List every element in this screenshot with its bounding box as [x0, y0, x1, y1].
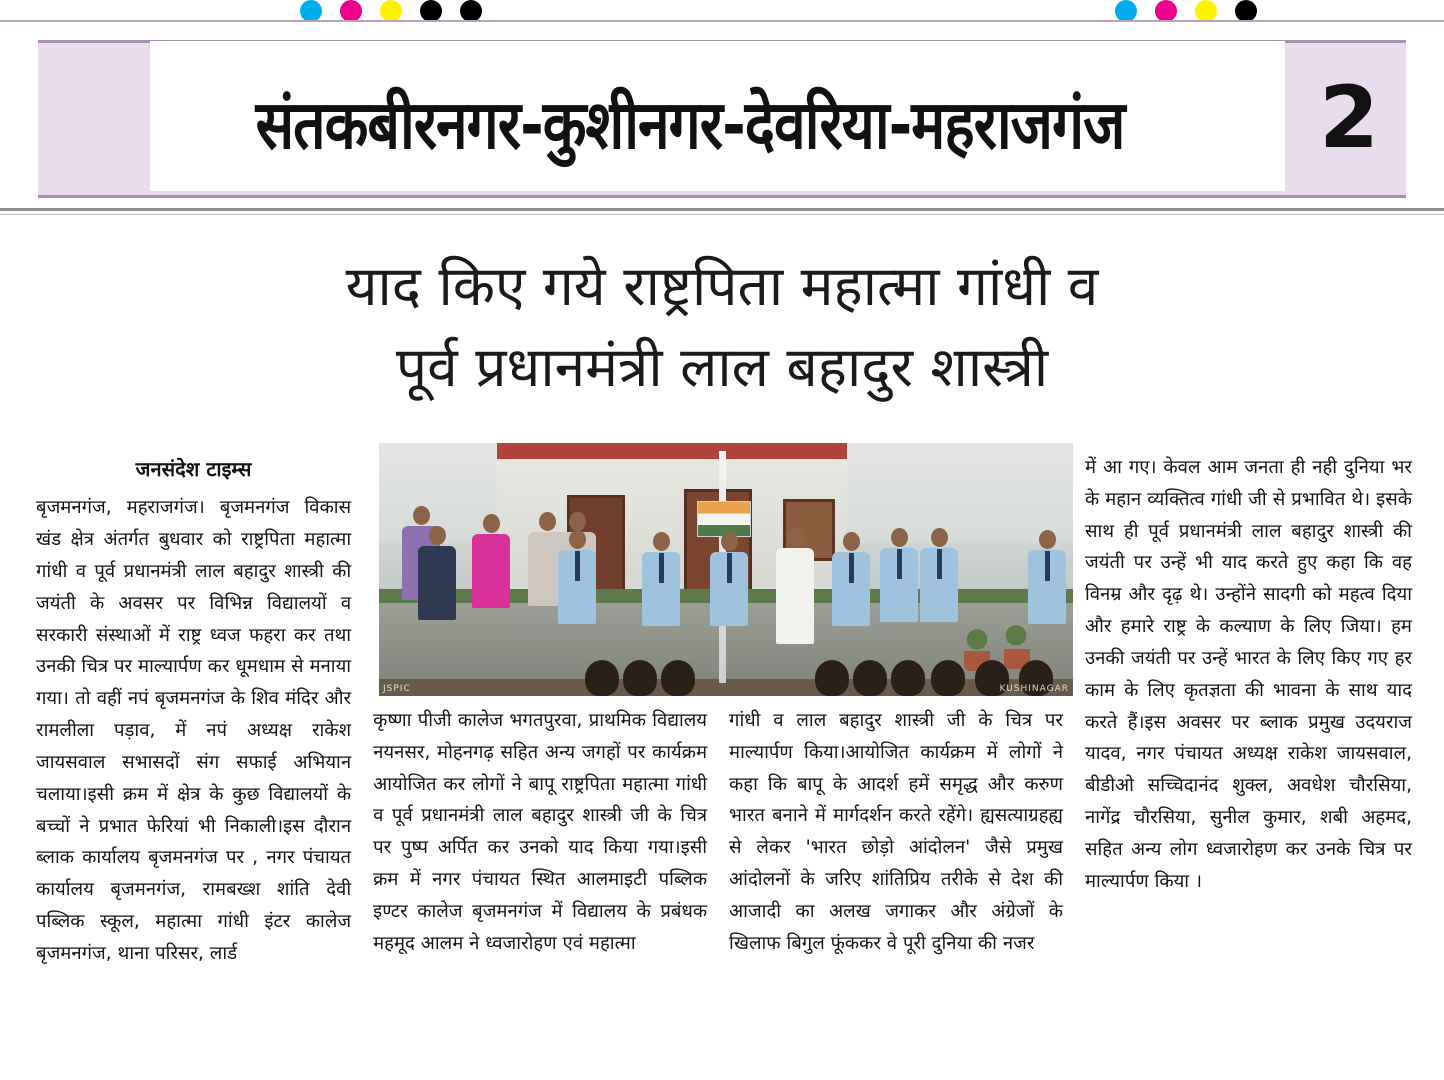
- registration-dot-black-2: [460, 0, 482, 22]
- masthead-rule-thin: [0, 214, 1444, 215]
- registration-dot-magenta: [340, 0, 362, 22]
- registration-dot-black-3: [1235, 0, 1257, 22]
- top-rule: [0, 20, 1444, 22]
- registration-dot-yellow-2: [1195, 0, 1217, 22]
- article-column-2: [373, 452, 707, 1072]
- byline: जनसंदेश टाइम्स: [135, 457, 252, 481]
- article-paragraph-4: में आ गए। केवल आम जनता ही नही दुनिया भर के महान व्यक्तित्व गांधी जी से प्रभावित थे। इसके साथ ही पूर्व प्रधानमंत्री लाल बहादुर शास्त्री की जयंती पर उन्हें भी याद करते हुए कहा कि वह विनम्र और दृढ़ थे। उन्होंने सादगी को महत्व दिया और हमारे राष्ट्र के कल्याण के लिए जिया। हम उनकी जयंती पर उन्हें भारत के लिए किए गए हर काम के लिए कृतज्ञता की भावना के साथ याद करते हैं।इस अवसर पर ब्लाक प्रमुख उदयराज यादव, नगर पंचायत अध्यक्ष राकेश जायसवाल, बीडीओ सच्चिदानंद शुक्ल, अवधेश चौरसिया, नागेंद्र चौरसिया, सुनील कुमार, शबी अहमद, सहित अन्य लोग ध्वजारोहण कर उनके चित्र पर माल्यार्पण किया ।: [1084, 457, 1412, 892]
- article-column-4: [1085, 452, 1412, 1072]
- registration-dot-cyan-2: [1115, 0, 1137, 22]
- article-paragraph-1: बृजमनगंज, महराजगंज। बृजमनगंज विकास खंड क्षेत्र अंतर्गत बुधवार को राष्ट्रपिता महात्मा गांधी व पूर्व प्रधानमंत्री लाल बहादुर शास्त्री की जयंती के अवसर पर विभिन्न विद्यालयों व सरकारी संस्थाओं में राष्ट्र ध्वज फहरा कर तथा उनकी चित्र पर माल्यार्पण कर धूमधाम से मनाया गया। तो वहीं नपं बृजमनगंज के शिव मंदिर और रामलीला पड़ाव, में नपं अध्यक्ष राकेश जायसवाल सभासदों संग सफाई अभियान चलाया।इसी क्रम में क्षेत्र के कुछ विद्यालयों के बच्चों ने प्रभात फेरियां भी निकाली।इस दौरान ब्लाक कार्यालय बृजमनगंज पर , नगर पंचायत कार्यालय बृजमनगंज, रामबख्श शांति देवी पब्लिक स्कूल, महात्मा गांधी इंटर कालेज बृजमनगंज, थाना परिसर, लार्ड: [36, 497, 352, 964]
- registration-dot-cyan: [300, 0, 322, 22]
- masthead-rule: [0, 208, 1444, 211]
- registration-dot-yellow: [380, 0, 402, 22]
- registration-mark-strip: [0, 0, 1444, 22]
- article-column-1: [36, 452, 351, 1072]
- photo-watermark-right: KUSHINAGAR: [999, 684, 1069, 694]
- article-paragraph-3: गांधी व लाल बहादुर शास्त्री जी के चित्र पर माल्यार्पण किया।आयोजित कार्यक्रम में लोगों ने कहा कि बापू के आदर्श हमें समृद्ध और करुण भारत बनाने में मार्गदर्शन करते रहेंगे। ह्यसत्याग्रहह्य से लेकर 'भारत छोड़ो आंदोलन' जैसे प्रमुख आंदोलनों के जरिए शांतिप्रिय तरीके से देश की आजादी का अलख जगाकर और अंग्रेजों के खिलाफ बिगुल फूंककर वे पूरी दुनिया की नजर: [729, 710, 1063, 954]
- headline-line-1: याद किए गये राष्ट्रपिता महात्मा गांधी व: [345, 254, 1099, 318]
- article-column-3: [729, 452, 1063, 1072]
- registration-dot-magenta-2: [1155, 0, 1177, 22]
- headline-line-2: पूर्व प्रधानमंत्री लाल बहादुर शास्त्री: [395, 335, 1049, 400]
- page-number: 2: [1319, 68, 1379, 168]
- photo-watermark-left: JSPIC: [383, 684, 411, 694]
- registration-dot-black: [420, 0, 442, 22]
- article-paragraph-2: कृष्णा पीजी कालेज भगतपुरवा, प्राथमिक विद्यालय नयनसर, मोहनगढ़ सहित अन्य जगहों पर कार्यक्रम आयोजित कर लोगों ने बापू राष्ट्रपिता महात्मा गांधी व पूर्व प्रधानमंत्री लाल बहादुर शास्त्री जी के चित्र पर पुष्प अर्पित कर उनको याद किया गया।इसी क्रम में नगर पंचायत स्थित आलमाइटी पब्लिक इण्टर कालेज बृजमनगंज में विद्यालय के प्रबंधक महमूद आलम ने ध्वजारोहण एवं महात्मा: [373, 710, 708, 954]
- masthead-title: संतकबीरनगर-कुशीनगर-देवरिया-महराजगंज: [255, 86, 1125, 165]
- article-body: [36, 452, 1412, 1072]
- masthead: [0, 28, 1444, 206]
- article-headline: [40, 246, 1404, 409]
